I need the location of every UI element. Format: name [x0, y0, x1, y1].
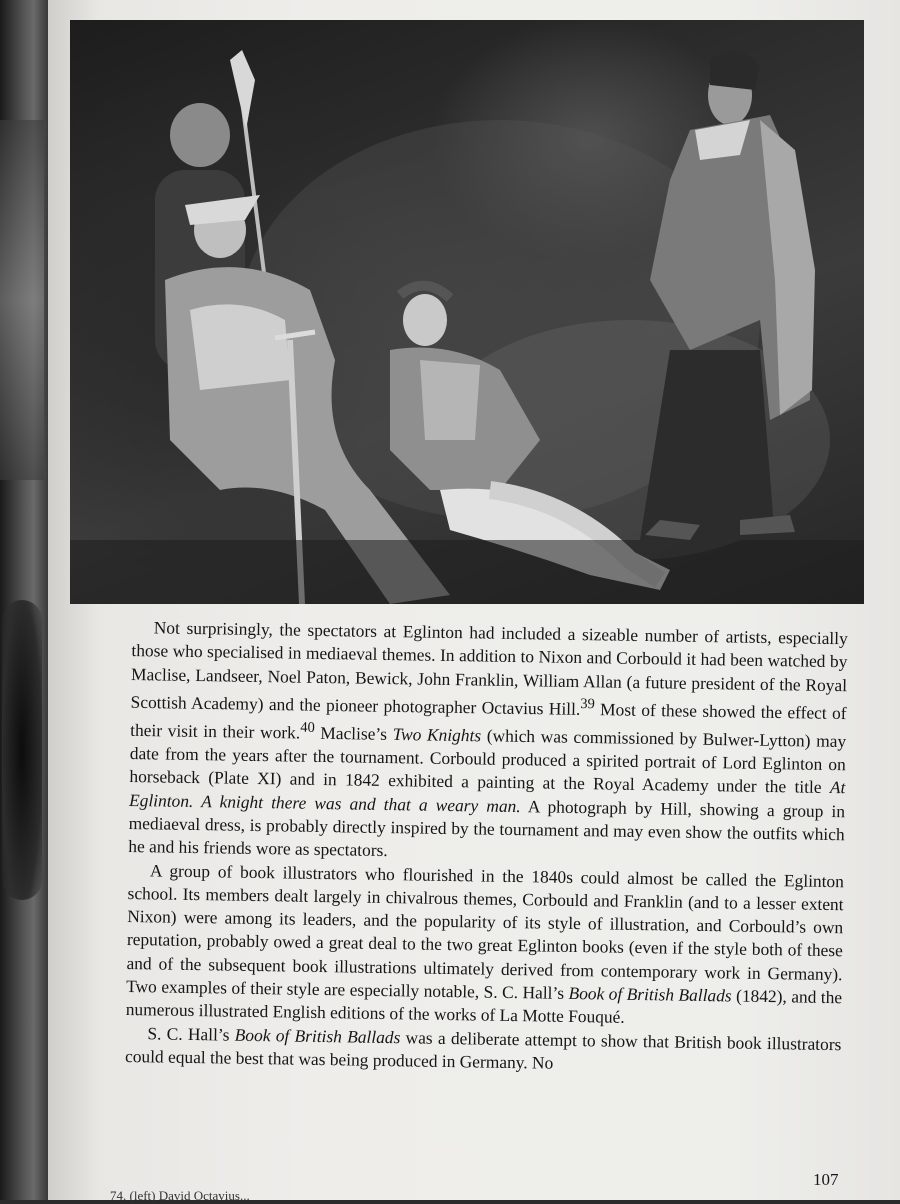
- page-number: 107: [813, 1170, 839, 1189]
- italic-title: Book of British Ballads: [568, 982, 732, 1006]
- body-text: [125, 616, 848, 1079]
- text-segment: (1842), and the numerous illustrated English editions of the works of La Motte Fouqué.: [125, 985, 843, 1028]
- facing-page-image-dark: [2, 600, 42, 900]
- photograph-figures: [70, 20, 864, 604]
- text-segment: Most of these showed the effect of their visit in their work.: [130, 698, 847, 743]
- footnote-ref-39: 39: [580, 695, 595, 713]
- book-page: [48, 0, 900, 1203]
- paragraph-1: [128, 616, 848, 870]
- text-segment: A photograph by Hill, showing a group in mediaeval dress, is probably directly inspired by the tournament and may even show the outfits which he and his friends wore as spectators.: [128, 795, 846, 861]
- text-segment: (which was commissioned by Bulwer-Lytton) may date from the years after the tournament. Corbould produced a spirited portrait of Lord Eglinton on horseback (Plate XI) and in 1842 exhibited a painting at the Royal Academy under the title: [129, 725, 847, 798]
- text-segment: Maclise’s: [314, 722, 393, 744]
- text-segment: S. C. Hall’s: [147, 1022, 235, 1045]
- text-segment: was a deliberate attempt to show that British book illustrators could equal the best that was being produced in Germany. No: [124, 1026, 842, 1073]
- paragraph-2: [126, 859, 844, 1033]
- italic-title: Book of British Ballads: [234, 1024, 401, 1047]
- italic-title: At Eglinton. A knight there was and that a weary man.: [128, 777, 846, 816]
- text-segment: A group of book illustrators who flourished in the 1840s could almost be called the Eglinton school. Its members dealt largely in chivalrous themes, Corbould and Franklin (and to a lesser extent Nixon) were among its leaders, and the popularity of its style of illustration, and Corbould’s own reputation, probably owed a great deal to the two great Eglinton books (even if the style both of these and of the subsequent book illustrations ultimately derived from contemporary work in Germany). Two examples of their style are especially notable, S. C. Hall’s: [126, 859, 845, 1003]
- italic-title: Two Knights: [392, 723, 482, 746]
- text-segment: Not surprisingly, the spectators at Eglinton had included a sizeable number of artists, especially those who specialised in mediaeval themes. In addition to Nixon and Corbould it had been watched by Maclise, Landseer, Noel Paton, Bewick, John Franklin, William Allan (a future president of the Royal Scottish Academy) and the pioneer photographer Octavius Hill.: [130, 617, 848, 719]
- paragraph-3: [125, 1022, 842, 1080]
- footnote-ref-40: 40: [300, 719, 315, 736]
- historical-photograph: [70, 20, 864, 604]
- caption-fragment: 74. (left) David Octavius...: [110, 1188, 250, 1203]
- facing-page-image-light: [0, 120, 44, 480]
- facing-page-edge: [0, 0, 48, 1200]
